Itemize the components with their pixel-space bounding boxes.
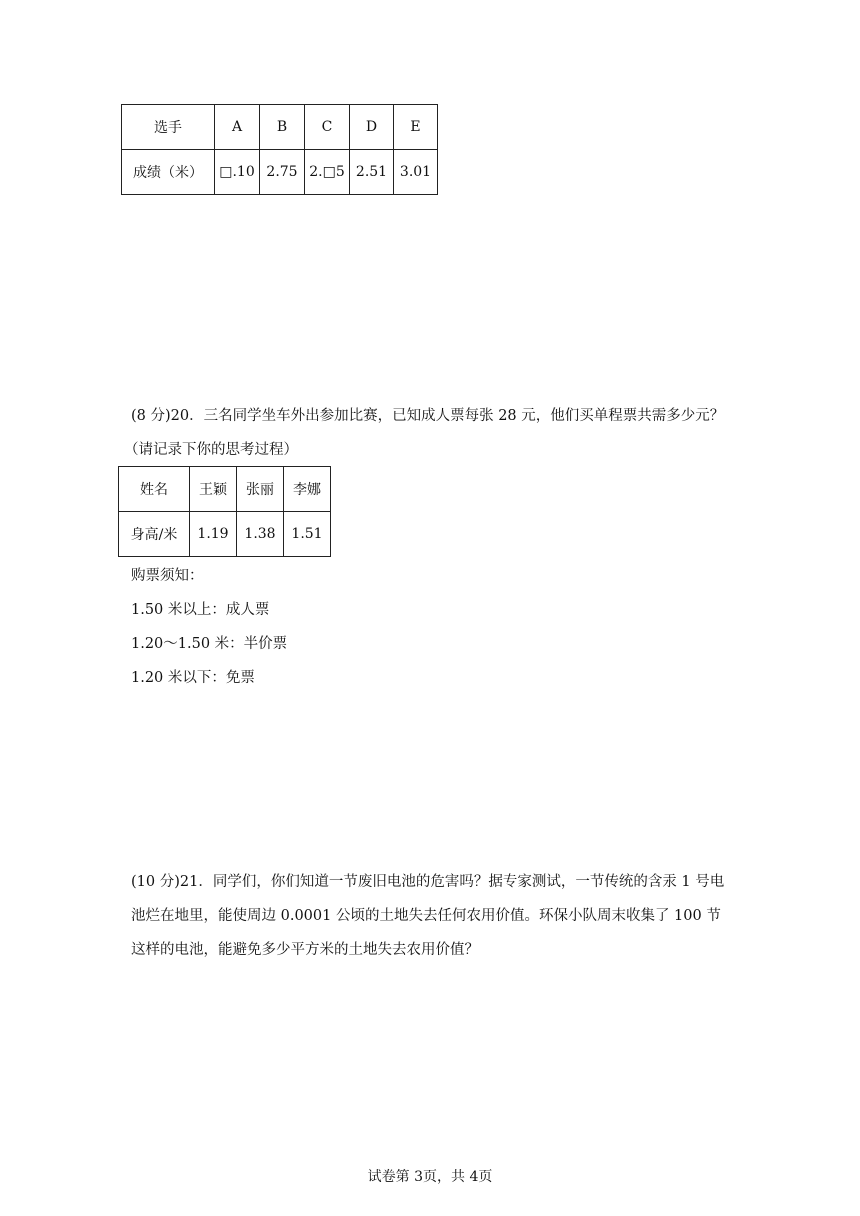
table-cell: 李娜 bbox=[284, 467, 331, 512]
table-cell: 选手 bbox=[122, 105, 215, 150]
question-20-text: (8 分)20．三名同学坐车外出参加比赛，已知成人票每张 28 元，他们买单程票共需多少元？ bbox=[131, 408, 725, 424]
table-cell: E bbox=[394, 105, 438, 150]
table-row bbox=[119, 467, 331, 512]
table-cell: 王颖 bbox=[190, 467, 237, 512]
question-21-text: 这样的电池，能避免多少平方米的土地失去农用价值？ bbox=[131, 942, 479, 958]
table-cell: D bbox=[350, 105, 394, 150]
table-cell: □.10 bbox=[215, 150, 260, 195]
table-cell: 成绩（米） bbox=[122, 150, 215, 195]
height-table bbox=[118, 466, 331, 557]
table-cell: 3.01 bbox=[394, 150, 438, 195]
question-21-text: (10 分)21．同学们，你们知道一节废旧电池的危害吗？据专家测试，一节传统的含汞 1 号电 bbox=[131, 874, 725, 890]
table-cell: 2.□5 bbox=[305, 150, 350, 195]
table-row bbox=[122, 105, 438, 150]
table-cell: 1.51 bbox=[284, 512, 331, 557]
table-cell: 2.75 bbox=[260, 150, 305, 195]
ticket-rule: 1.50 米以上：成人票 bbox=[131, 602, 270, 618]
page-footer: 试卷第 3页，共 4页 bbox=[367, 1169, 493, 1185]
table-cell: 姓名 bbox=[119, 467, 190, 512]
table-row bbox=[119, 512, 331, 557]
score-table bbox=[121, 104, 438, 195]
ticket-notice-title: 购票须知： bbox=[131, 568, 204, 584]
table-cell: 身高/米 bbox=[119, 512, 190, 557]
table-cell: 1.38 bbox=[237, 512, 284, 557]
ticket-rule: 1.20～1.50 米：半价票 bbox=[131, 636, 288, 652]
table-cell: A bbox=[215, 105, 260, 150]
table-cell: 张丽 bbox=[237, 467, 284, 512]
ticket-rule: 1.20 米以下：免票 bbox=[131, 670, 255, 686]
table-cell: C bbox=[305, 105, 350, 150]
question-20-instruction: （请记录下你的思考过程） bbox=[124, 442, 298, 458]
table-cell: 1.19 bbox=[190, 512, 237, 557]
table-cell: 2.51 bbox=[350, 150, 394, 195]
question-21-text: 池烂在地里，能使周边 0.0001 公顷的土地失去任何农用价值。环保小队周末收集了 100 节 bbox=[131, 908, 721, 924]
table-cell: B bbox=[260, 105, 305, 150]
table-row bbox=[122, 150, 438, 195]
